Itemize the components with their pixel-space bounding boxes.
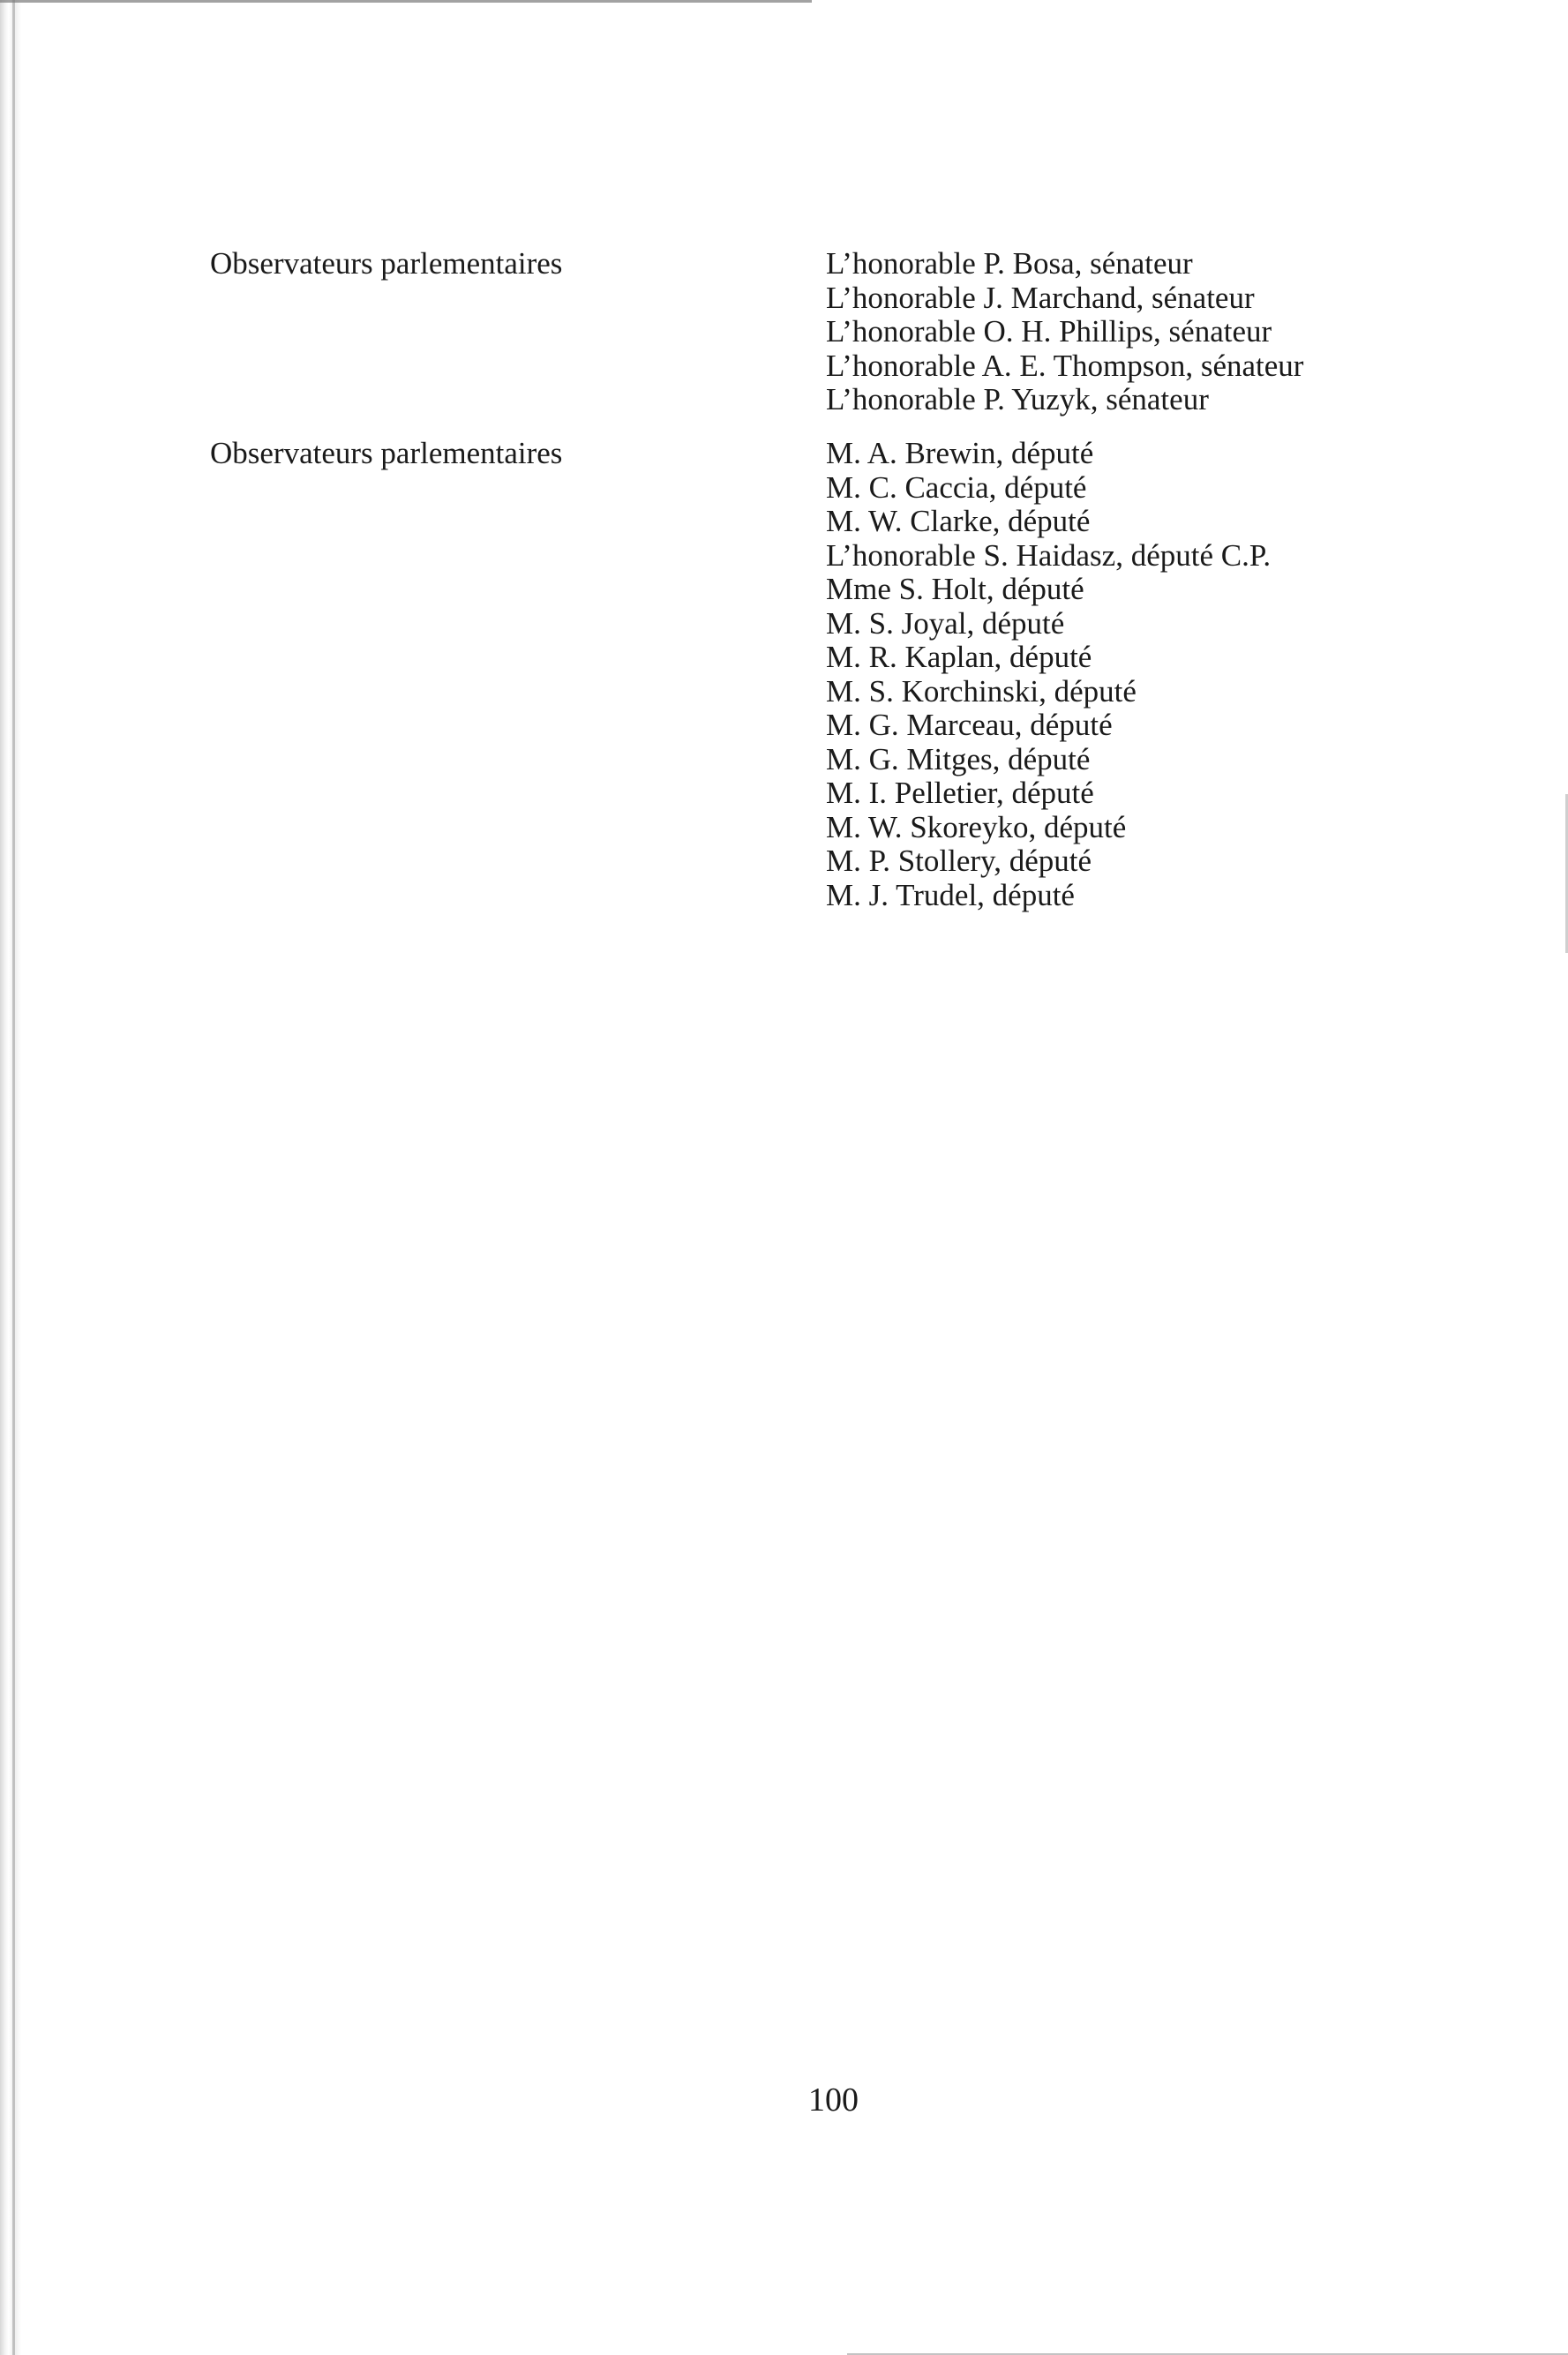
list-item: M. S. Joyal, député	[826, 605, 1065, 641]
member-list	[826, 247, 1303, 417]
scan-edge-top	[0, 0, 812, 3]
binding-edge	[0, 0, 23, 2355]
list-item: M. J. Trudel, député	[826, 877, 1075, 912]
list-item: L’honorable P. Yuzyk, sénateur	[826, 382, 1209, 416]
list-item: M. W. Clarke, député	[826, 504, 1091, 538]
section-label: Observateurs parlementaires	[210, 246, 563, 281]
list-item: M. P. Stollery, député	[826, 844, 1092, 878]
list-item: L’honorable S. Haidasz, député C.P.	[826, 537, 1272, 573]
member-list	[826, 437, 1271, 912]
page-number	[0, 2081, 1568, 2119]
list-item: Mme S. Holt, député	[826, 572, 1084, 606]
list-item: M. G. Mitges, député	[826, 741, 1091, 776]
binding-shadow-line	[12, 0, 15, 2355]
list-item: M. C. Caccia, député	[826, 469, 1087, 505]
list-item: M. G. Marceau, député	[826, 708, 1113, 742]
list-item: M. A. Brewin, député	[826, 436, 1094, 470]
list-item: L’honorable P. Bosa, sénateur	[826, 246, 1193, 281]
list-item: L’honorable A. E. Thompson, sénateur	[826, 348, 1304, 383]
list-item: M. I. Pelletier, député	[826, 776, 1094, 810]
list-item: L’honorable O. H. Phillips, sénateur	[826, 314, 1272, 349]
page-number-text: 100	[808, 2081, 859, 2119]
list-item: M. S. Korchinski, député	[826, 673, 1137, 709]
list-item: M. R. Kaplan, député	[826, 640, 1092, 674]
list-item: M. W. Skoreyko, député	[826, 809, 1127, 844]
list-item: L’honorable J. Marchand, sénateur	[826, 280, 1255, 315]
section-label: Observateurs parlementaires	[210, 436, 563, 470]
